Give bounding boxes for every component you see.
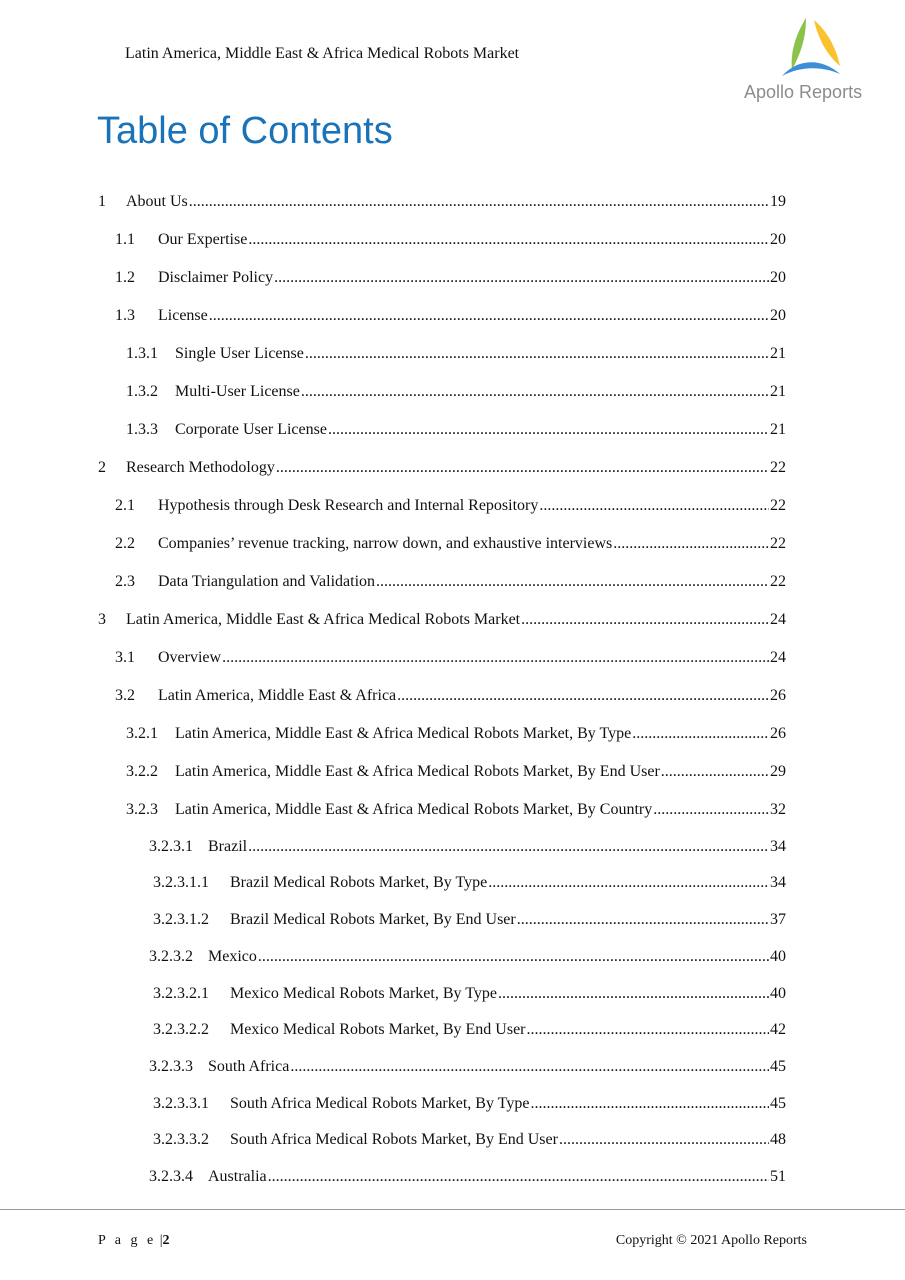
- toc-entry[interactable]: [126, 762, 786, 782]
- toc-entry[interactable]: [126, 800, 786, 820]
- toc-entry-page: 20: [770, 269, 786, 286]
- toc-heading: Table of Contents: [97, 110, 393, 152]
- toc-entry-page: 32: [770, 801, 786, 818]
- toc-entry-title: South Africa Medical Robots Market, By Type: [230, 1094, 530, 1112]
- toc-entry-number: 1.3.1: [126, 345, 158, 362]
- toc-dot-leader: [559, 1130, 769, 1150]
- toc-entry-page: 24: [770, 649, 786, 666]
- toc-entry-title: Australia: [208, 1168, 267, 1185]
- apollo-logo-icon: [776, 14, 846, 84]
- toc-entry-number: 3.2.1: [126, 725, 158, 742]
- toc-dot-leader: [268, 1167, 769, 1187]
- toc-entry[interactable]: [115, 306, 786, 326]
- page-separator: |: [159, 1233, 163, 1248]
- toc-entry[interactable]: [153, 1094, 786, 1114]
- toc-entry-page: 37: [770, 911, 786, 929]
- toc-entry-number: 3.2.3.1.2: [153, 911, 209, 929]
- footer-copyright: Copyright © 2021 Apollo Reports: [615, 1233, 807, 1248]
- toc-entry-title: Latin America, Middle East & Africa Medical Robots Market, By Country: [175, 801, 653, 818]
- toc-entry-page: 48: [770, 1131, 786, 1149]
- toc-entry-number: 2.2: [115, 535, 135, 552]
- toc-entry-number: 1.3.3: [126, 421, 158, 438]
- toc-entry-number: 3.2.3.3.2: [153, 1131, 209, 1149]
- toc-dot-leader: [397, 686, 769, 706]
- toc-entry[interactable]: [149, 1057, 786, 1077]
- toc-entry-title: Brazil Medical Robots Market, By End User: [230, 911, 516, 929]
- apollo-reports-logo: [740, 14, 880, 104]
- footer-divider: [0, 1209, 905, 1210]
- toc-entry-number: 2.3: [115, 573, 135, 590]
- toc-entry-title: Corporate User License: [175, 421, 327, 438]
- toc-entry[interactable]: [126, 724, 786, 744]
- toc-entry-page: 20: [770, 307, 786, 324]
- toc-dot-leader: [248, 230, 769, 250]
- toc-entry[interactable]: [153, 984, 786, 1004]
- toc-entry[interactable]: [98, 192, 786, 212]
- toc-entry[interactable]: [115, 268, 786, 288]
- toc-entry-number: 2: [98, 459, 106, 476]
- toc-entry-page: 26: [770, 687, 786, 704]
- toc-entry-title: Latin America, Middle East & Africa Medical Robots Market: [126, 611, 521, 628]
- toc-entry-title: Single User License: [175, 345, 304, 362]
- toc-entry-title: Disclaimer Policy: [158, 269, 274, 286]
- toc-dot-leader: [276, 458, 769, 478]
- toc-entry[interactable]: [126, 344, 786, 364]
- toc-entry-title: Latin America, Middle East & Africa: [158, 687, 397, 704]
- toc-entry-page: 40: [770, 947, 786, 965]
- toc-entry-page: 51: [770, 1168, 786, 1185]
- toc-entry-page: 42: [770, 1021, 786, 1039]
- toc-entry-page: 22: [770, 573, 786, 590]
- toc-dot-leader: [527, 1020, 770, 1040]
- toc-entry-title: Multi-User License: [175, 383, 300, 400]
- toc-dot-leader: [521, 610, 769, 630]
- toc-entry-number: 3.2: [115, 687, 135, 704]
- toc-entry-title: Research Methodology: [126, 459, 275, 476]
- toc-dot-leader: [258, 947, 769, 967]
- toc-entry-page: 29: [770, 763, 786, 780]
- toc-entry-title: Mexico Medical Robots Market, By End User: [230, 1021, 526, 1039]
- toc-dot-leader: [498, 984, 769, 1004]
- toc-entry[interactable]: [115, 534, 786, 554]
- toc-entry-number: 3.2.3.4: [149, 1168, 193, 1185]
- toc-entry[interactable]: [153, 1130, 786, 1150]
- toc-dot-leader: [274, 268, 769, 288]
- toc-entry-title: Brazil Medical Robots Market, By Type: [230, 874, 488, 892]
- toc-entry-page: 22: [770, 497, 786, 514]
- toc-entry-page: 22: [770, 535, 786, 552]
- toc-dot-leader: [488, 873, 769, 893]
- logo-wordmark: Apollo Reports: [744, 82, 863, 102]
- toc-entry-title: Companies’ revenue tracking, narrow down, and exhaustive interviews: [158, 535, 613, 552]
- toc-entry-page: 24: [770, 611, 786, 628]
- toc-entry-title: Mexico Medical Robots Market, By Type: [230, 984, 497, 1002]
- toc-entry[interactable]: [115, 686, 786, 706]
- toc-entry-number: 3.2.3: [126, 801, 158, 818]
- footer-page-number: [98, 1233, 170, 1249]
- toc-dot-leader: [305, 344, 769, 364]
- toc-entry-number: 2.1: [115, 497, 135, 514]
- toc-entry-page: 45: [770, 1057, 786, 1075]
- toc-entry[interactable]: [126, 382, 786, 402]
- toc-entry-title: Data Triangulation and Validation: [158, 573, 376, 590]
- toc-dot-leader: [653, 800, 769, 820]
- toc-dot-leader: [539, 496, 769, 516]
- toc-entry[interactable]: [153, 910, 786, 930]
- toc-dot-leader: [632, 724, 769, 744]
- toc-dot-leader: [517, 910, 769, 930]
- toc-entry[interactable]: [115, 572, 786, 592]
- toc-entry-page: 26: [770, 725, 786, 742]
- toc-entry-title: Hypothesis through Desk Research and Internal Repository: [158, 497, 539, 514]
- toc-entry-number: 3.2.2: [126, 763, 158, 780]
- toc-entry-number: 3.2.3.3: [149, 1057, 193, 1075]
- toc-entry-number: 3.1: [115, 649, 135, 666]
- toc-entry-title: Latin America, Middle East & Africa Medical Robots Market, By Type: [175, 725, 632, 742]
- toc-entry-page: 45: [770, 1094, 786, 1112]
- toc-entry-page: 34: [770, 837, 786, 855]
- toc-dot-leader: [613, 534, 769, 554]
- page-label: P a g e: [98, 1233, 157, 1248]
- toc-entry-number: 3.2.3.2.1: [153, 984, 209, 1002]
- toc-dot-leader: [661, 762, 769, 782]
- toc-entry[interactable]: [153, 1020, 786, 1040]
- toc-entry-number: 3.2.3.2: [149, 947, 193, 965]
- toc-dot-leader: [328, 420, 769, 440]
- toc-entry-title: About Us: [126, 193, 188, 210]
- toc-entry[interactable]: [98, 610, 786, 630]
- toc-entry-title: South Africa Medical Robots Market, By End User: [230, 1131, 558, 1149]
- toc-dot-leader: [209, 306, 769, 326]
- toc-entry[interactable]: [115, 230, 786, 250]
- toc-dot-leader: [530, 1094, 769, 1114]
- page-number: 2: [162, 1233, 170, 1248]
- toc-entry-page: 19: [770, 193, 786, 210]
- toc-entry-page: 21: [770, 383, 786, 400]
- toc-entry[interactable]: [115, 648, 786, 668]
- toc-entry-page: 20: [770, 231, 786, 248]
- toc-entry[interactable]: [98, 458, 786, 478]
- toc-entry-number: 1.1: [115, 231, 135, 248]
- toc-entry-number: 3.2.3.2.2: [153, 1021, 209, 1039]
- running-header: Latin America, Middle East & Africa Medical Robots Market: [125, 45, 520, 62]
- toc-dot-leader: [222, 648, 769, 668]
- toc-entry-number: 1: [98, 193, 106, 210]
- toc-entry-number: 3.2.3.3.1: [153, 1094, 209, 1112]
- toc-entry-page: 22: [770, 459, 786, 476]
- toc-entry-page: 34: [770, 874, 786, 892]
- toc-entry-title: Brazil: [208, 837, 248, 855]
- toc-entry-title: Our Expertise: [158, 231, 248, 248]
- toc-entry-number: 1.3: [115, 307, 135, 324]
- toc-entry-page: 21: [770, 345, 786, 362]
- toc-dot-leader: [301, 382, 769, 402]
- toc-entry[interactable]: [115, 496, 786, 516]
- toc-entry-number: 3: [98, 611, 106, 628]
- toc-entry-title: Overview: [158, 649, 222, 666]
- toc-entry-number: 1.2: [115, 269, 135, 286]
- toc-entry-number: 3.2.3.1.1: [153, 874, 209, 892]
- toc-entry-page: 40: [770, 984, 786, 1002]
- toc-entry[interactable]: [126, 420, 786, 440]
- toc-dot-leader: [189, 192, 769, 212]
- toc-dot-leader: [248, 837, 769, 857]
- toc-entry[interactable]: [149, 947, 786, 967]
- toc-entry-number: 3.2.3.1: [149, 837, 193, 855]
- toc-dot-leader: [290, 1057, 769, 1077]
- toc-entry[interactable]: [149, 1167, 786, 1187]
- toc-entry-title: Latin America, Middle East & Africa Medical Robots Market, By End User: [175, 763, 660, 780]
- toc-entry[interactable]: [153, 873, 786, 893]
- toc-entry-page: 21: [770, 421, 786, 438]
- toc-entry-title: License: [158, 307, 208, 324]
- toc-entry[interactable]: [149, 837, 786, 857]
- toc-entry-number: 1.3.2: [126, 383, 158, 400]
- toc-entry-title: South Africa: [208, 1057, 290, 1075]
- toc-entry-title: Mexico: [208, 947, 257, 965]
- toc-dot-leader: [376, 572, 769, 592]
